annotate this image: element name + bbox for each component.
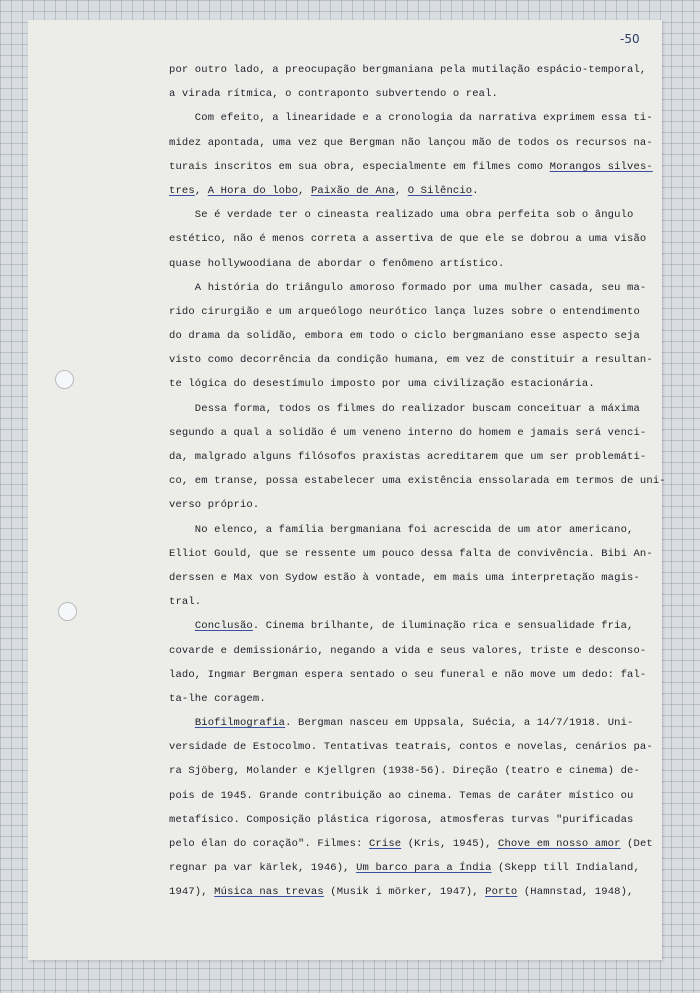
text-line — [169, 711, 649, 735]
text-segment: tral. — [169, 596, 202, 609]
text-segment: pois de 1945. Grande contribuição ao cinema. Temas de caráter místico ou — [169, 789, 634, 802]
underlined-title: Morangos silves- — [549, 160, 653, 173]
text-segment: 1947), — [169, 886, 215, 899]
text-line — [169, 469, 666, 493]
text-segment: pelo élan do coração". Filmes: — [169, 838, 369, 850]
text-segment: do drama da solidão, embora em todo o ciclo bergmaniano esse aspecto seja — [169, 330, 640, 343]
text-segment: , — [394, 184, 408, 197]
text-segment: (Kris, 1945), — [401, 838, 499, 850]
text-segment: midez apontada, uma vez que Bergman não lançou mão de todos os recursos na- — [169, 136, 653, 149]
text-line — [169, 131, 653, 155]
underlined-title: Chove em nosso amor — [498, 838, 621, 850]
text-line — [169, 808, 649, 832]
text-line — [169, 687, 649, 711]
underlined-title: Paixão de Ana — [310, 184, 395, 197]
text-segment: metafísico. Composição plástica rigorosa, atmosferas turvas "purificadas — [169, 813, 634, 826]
text-line — [169, 155, 653, 179]
text-line — [169, 735, 653, 759]
text-segment: te lógica do desestímulo imposto por uma civilização estacionária. — [169, 378, 595, 391]
underlined-title: Música nas trevas — [214, 886, 324, 899]
text-segment: versidade de Estocolmo. Tentativas teatrais, contos e novelas, cenários pa- — [169, 741, 653, 754]
text-line — [169, 324, 649, 348]
underlined-title: tres — [169, 184, 195, 197]
text-line — [169, 227, 649, 251]
text-segment: Se é verdade ter o cineasta realizado uma obra perfeita sob o ângulo — [169, 209, 634, 222]
text-line — [169, 445, 649, 469]
text-line — [169, 300, 649, 324]
text-line — [169, 614, 649, 638]
text-line — [169, 590, 649, 614]
text-segment: rido cirurgião e um arqueólogo neurótico lança luzes sobre o entendimento — [169, 305, 640, 318]
underlined-title: Um barco para a Índia — [356, 862, 492, 875]
text-line — [169, 566, 649, 590]
underlined-title: Crise — [368, 838, 402, 850]
text-line — [169, 58, 649, 82]
text-segment: regnar pa var kärlek, 1946), — [169, 862, 357, 875]
underlined-title: Conclusão — [194, 620, 253, 633]
text-line — [169, 880, 649, 904]
text-segment: (Musik i mörker, 1947), — [323, 886, 486, 899]
text-line — [169, 203, 649, 227]
text-segment: ta-lhe coragem. — [169, 692, 266, 705]
text-segment: (Hamnstad, 1948), — [517, 886, 634, 899]
text-segment — [169, 717, 195, 729]
text-segment: turais inscritos em sua obra, especialmente em filmes como — [169, 160, 550, 173]
text-line — [169, 421, 649, 445]
underlined-title: A Hora do lobo — [207, 184, 299, 197]
text-segment: Elliot Gould, que se ressente um pouco dessa falta de convivência. Bibi An- — [169, 547, 653, 560]
text-line — [169, 252, 649, 276]
text-segment: (Skepp till Indialand, — [491, 862, 640, 875]
text-segment: . Bergman nasceu em Uppsala, Suécia, a 14/7/1918. Uni- — [285, 717, 634, 730]
text-line — [169, 518, 649, 542]
text-segment — [169, 620, 195, 632]
body-text — [169, 58, 666, 905]
text-segment: por outro lado, a preocupação bergmaniana pela mutilação espácio-temporal, — [169, 64, 647, 76]
text-segment: Dessa forma, todos os filmes do realizador buscam conceituar a máxima — [169, 402, 640, 415]
text-segment: estético, não é menos correta a assertiva de que ele se dobrou a uma visão — [169, 233, 647, 246]
text-line — [169, 82, 649, 106]
text-segment: Com efeito, a linearidade e a cronologia da narrativa exprimem essa ti- — [169, 112, 653, 125]
text-segment: co, em transe, possa estabelecer uma existência enssolarada em termos de uni- — [169, 475, 666, 488]
text-segment: da, malgrado alguns filósofos praxistas acreditarem que um ser problemáti- — [169, 451, 647, 463]
text-line — [169, 759, 649, 783]
text-segment: . Cinema brilhante, de iluminação rica e sensualidade fria, — [252, 620, 634, 633]
text-segment: derssen e Max von Sydow estão à vontade, em mais uma interpretação magis- — [169, 571, 640, 584]
text-line — [169, 663, 649, 687]
punch-hole-bottom — [58, 602, 77, 621]
text-line — [169, 493, 649, 517]
text-line — [169, 372, 649, 396]
text-line — [169, 179, 649, 203]
text-line — [169, 856, 649, 880]
text-segment: quase hollywoodiana de abordar o fenômeno artístico. — [169, 257, 505, 270]
text-segment: A história do triângulo amoroso formado por uma mulher casada, seu ma- — [169, 281, 647, 294]
text-line — [169, 639, 649, 663]
text-segment: lado, Ingmar Bergman espera sentado o seu funeral e não move um dedo: fal- — [169, 668, 647, 681]
text-segment: . — [472, 184, 479, 197]
text-segment: ra Sjöberg, Molander e Kjellgren (1938-56). Direção (teatro e cinema) de- — [169, 765, 640, 778]
page-number: -50 — [620, 32, 640, 46]
text-segment: , — [194, 184, 208, 197]
text-line — [169, 542, 653, 566]
punch-hole-top — [55, 370, 74, 389]
text-segment: , — [298, 184, 311, 197]
text-line — [169, 832, 653, 856]
underlined-title: Porto — [485, 886, 518, 899]
text-line — [169, 106, 653, 130]
underlined-title: Biofilmografia — [194, 717, 286, 730]
text-segment: covarde e demissionário, negando a vida e seus valores, triste e desconso- — [169, 644, 647, 657]
text-segment: segundo a qual a solidão é um veneno interno do homem e jamais será venci- — [169, 426, 647, 439]
text-line — [169, 276, 649, 300]
text-segment: a virada rítmica, o contraponto subvertendo o real. — [169, 88, 499, 101]
text-segment: No elenco, a família bergmaniana foi acrescida de um ator americano, — [169, 523, 634, 536]
text-segment: visto como decorrência da condição humana, em vez de constituir a resultan- — [169, 354, 653, 367]
underlined-title: O Silêncio — [407, 184, 473, 197]
text-line — [169, 348, 653, 372]
text-line — [169, 784, 649, 808]
text-segment: verso próprio. — [169, 499, 260, 512]
text-segment: (Det — [620, 838, 653, 850]
text-line — [169, 397, 649, 421]
